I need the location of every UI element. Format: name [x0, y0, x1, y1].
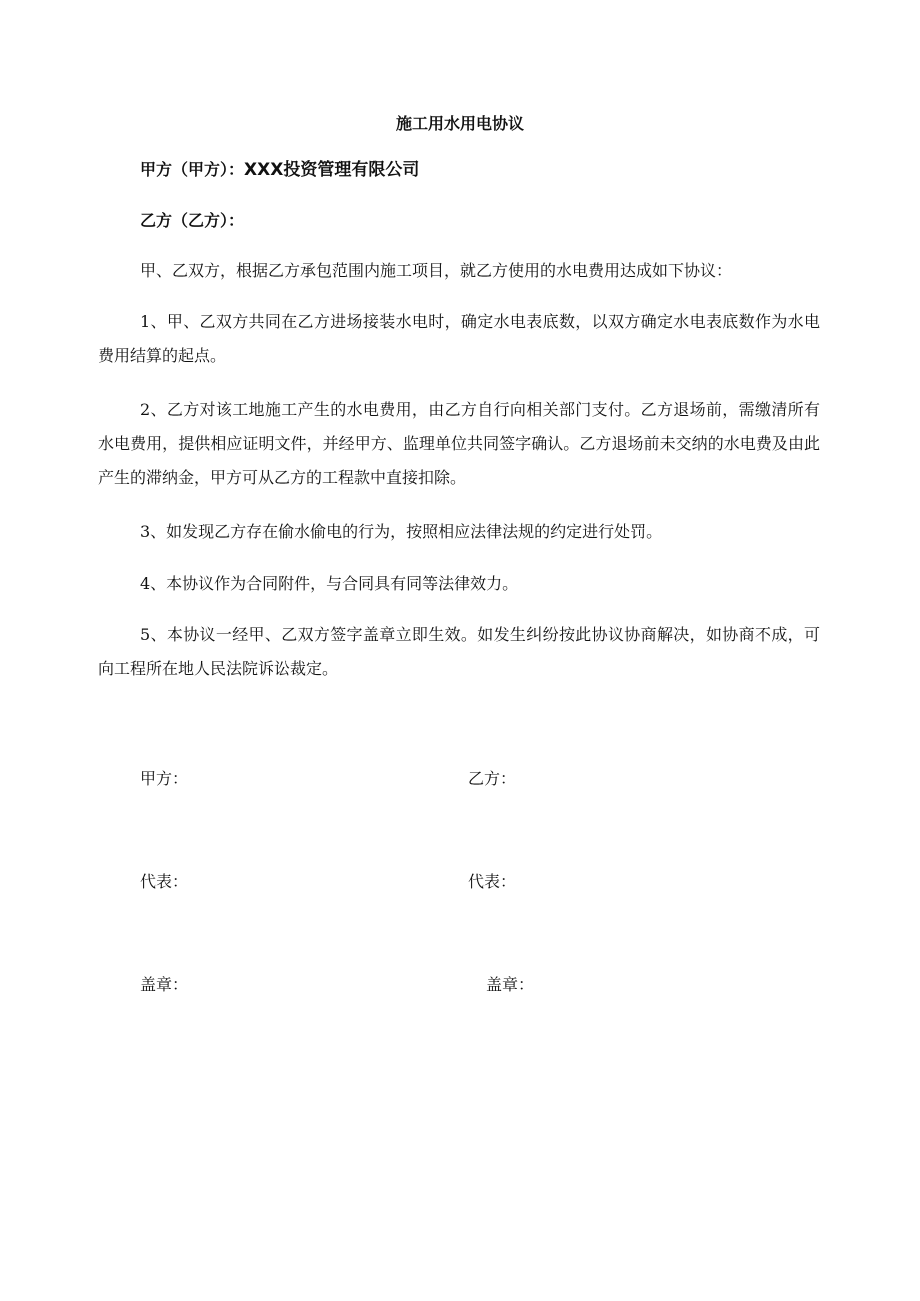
clause-3: 3、如发现乙方存在偷水偷电的行为，按照相应法律法规的约定进行处罚。 — [140, 522, 663, 541]
signature-rep-a: 代表： — [140, 872, 189, 891]
party-b-label: 乙方（乙方）： — [140, 211, 245, 230]
signature-party-b: 乙方： — [468, 769, 517, 788]
party-b-line — [140, 209, 244, 233]
signature-rep-b: 代表： — [468, 872, 517, 891]
intro-paragraph: 甲、乙双方，根据乙方承包范围内施工项目，就乙方使用的水电费用达成如下协议： — [140, 261, 733, 280]
party-a-line — [140, 158, 419, 182]
signature-party-a: 甲方： — [140, 769, 189, 788]
clause-4: 4、本协议作为合同附件，与合同具有同等法律效力。 — [140, 574, 519, 593]
clause-5: 5、本协议一经甲、乙双方签字盖章立即生效。如发生纠纷按此协议协商解决，如协商不成，可向工程所在地人民法院诉讼裁定。 — [98, 625, 820, 678]
party-a-label: 甲方（甲方）： — [140, 160, 245, 179]
clause-2: 2、乙方对该工地施工产生的水电费用，由乙方自行向相关部门支付。乙方退场前，需缴清所有水电费用，提供相应证明文件，并经甲方、监理单位共同签字确认。乙方退场前未交纳的水电费及由此产生的滞纳金，甲方可从乙方的工程款中直接扣除。 — [98, 400, 820, 487]
party-a-company: XXX投资管理有限公司 — [244, 160, 420, 180]
document-title: 施工用水用电协议 — [395, 114, 524, 133]
signature-seal-a: 盖章： — [140, 975, 189, 994]
clause-1: 1、甲、乙双方共同在乙方进场接装水电时，确定水电表底数，以双方确定水电表底数作为水电费用结算的起点。 — [98, 312, 820, 365]
signature-seal-b: 盖章： — [486, 975, 535, 994]
